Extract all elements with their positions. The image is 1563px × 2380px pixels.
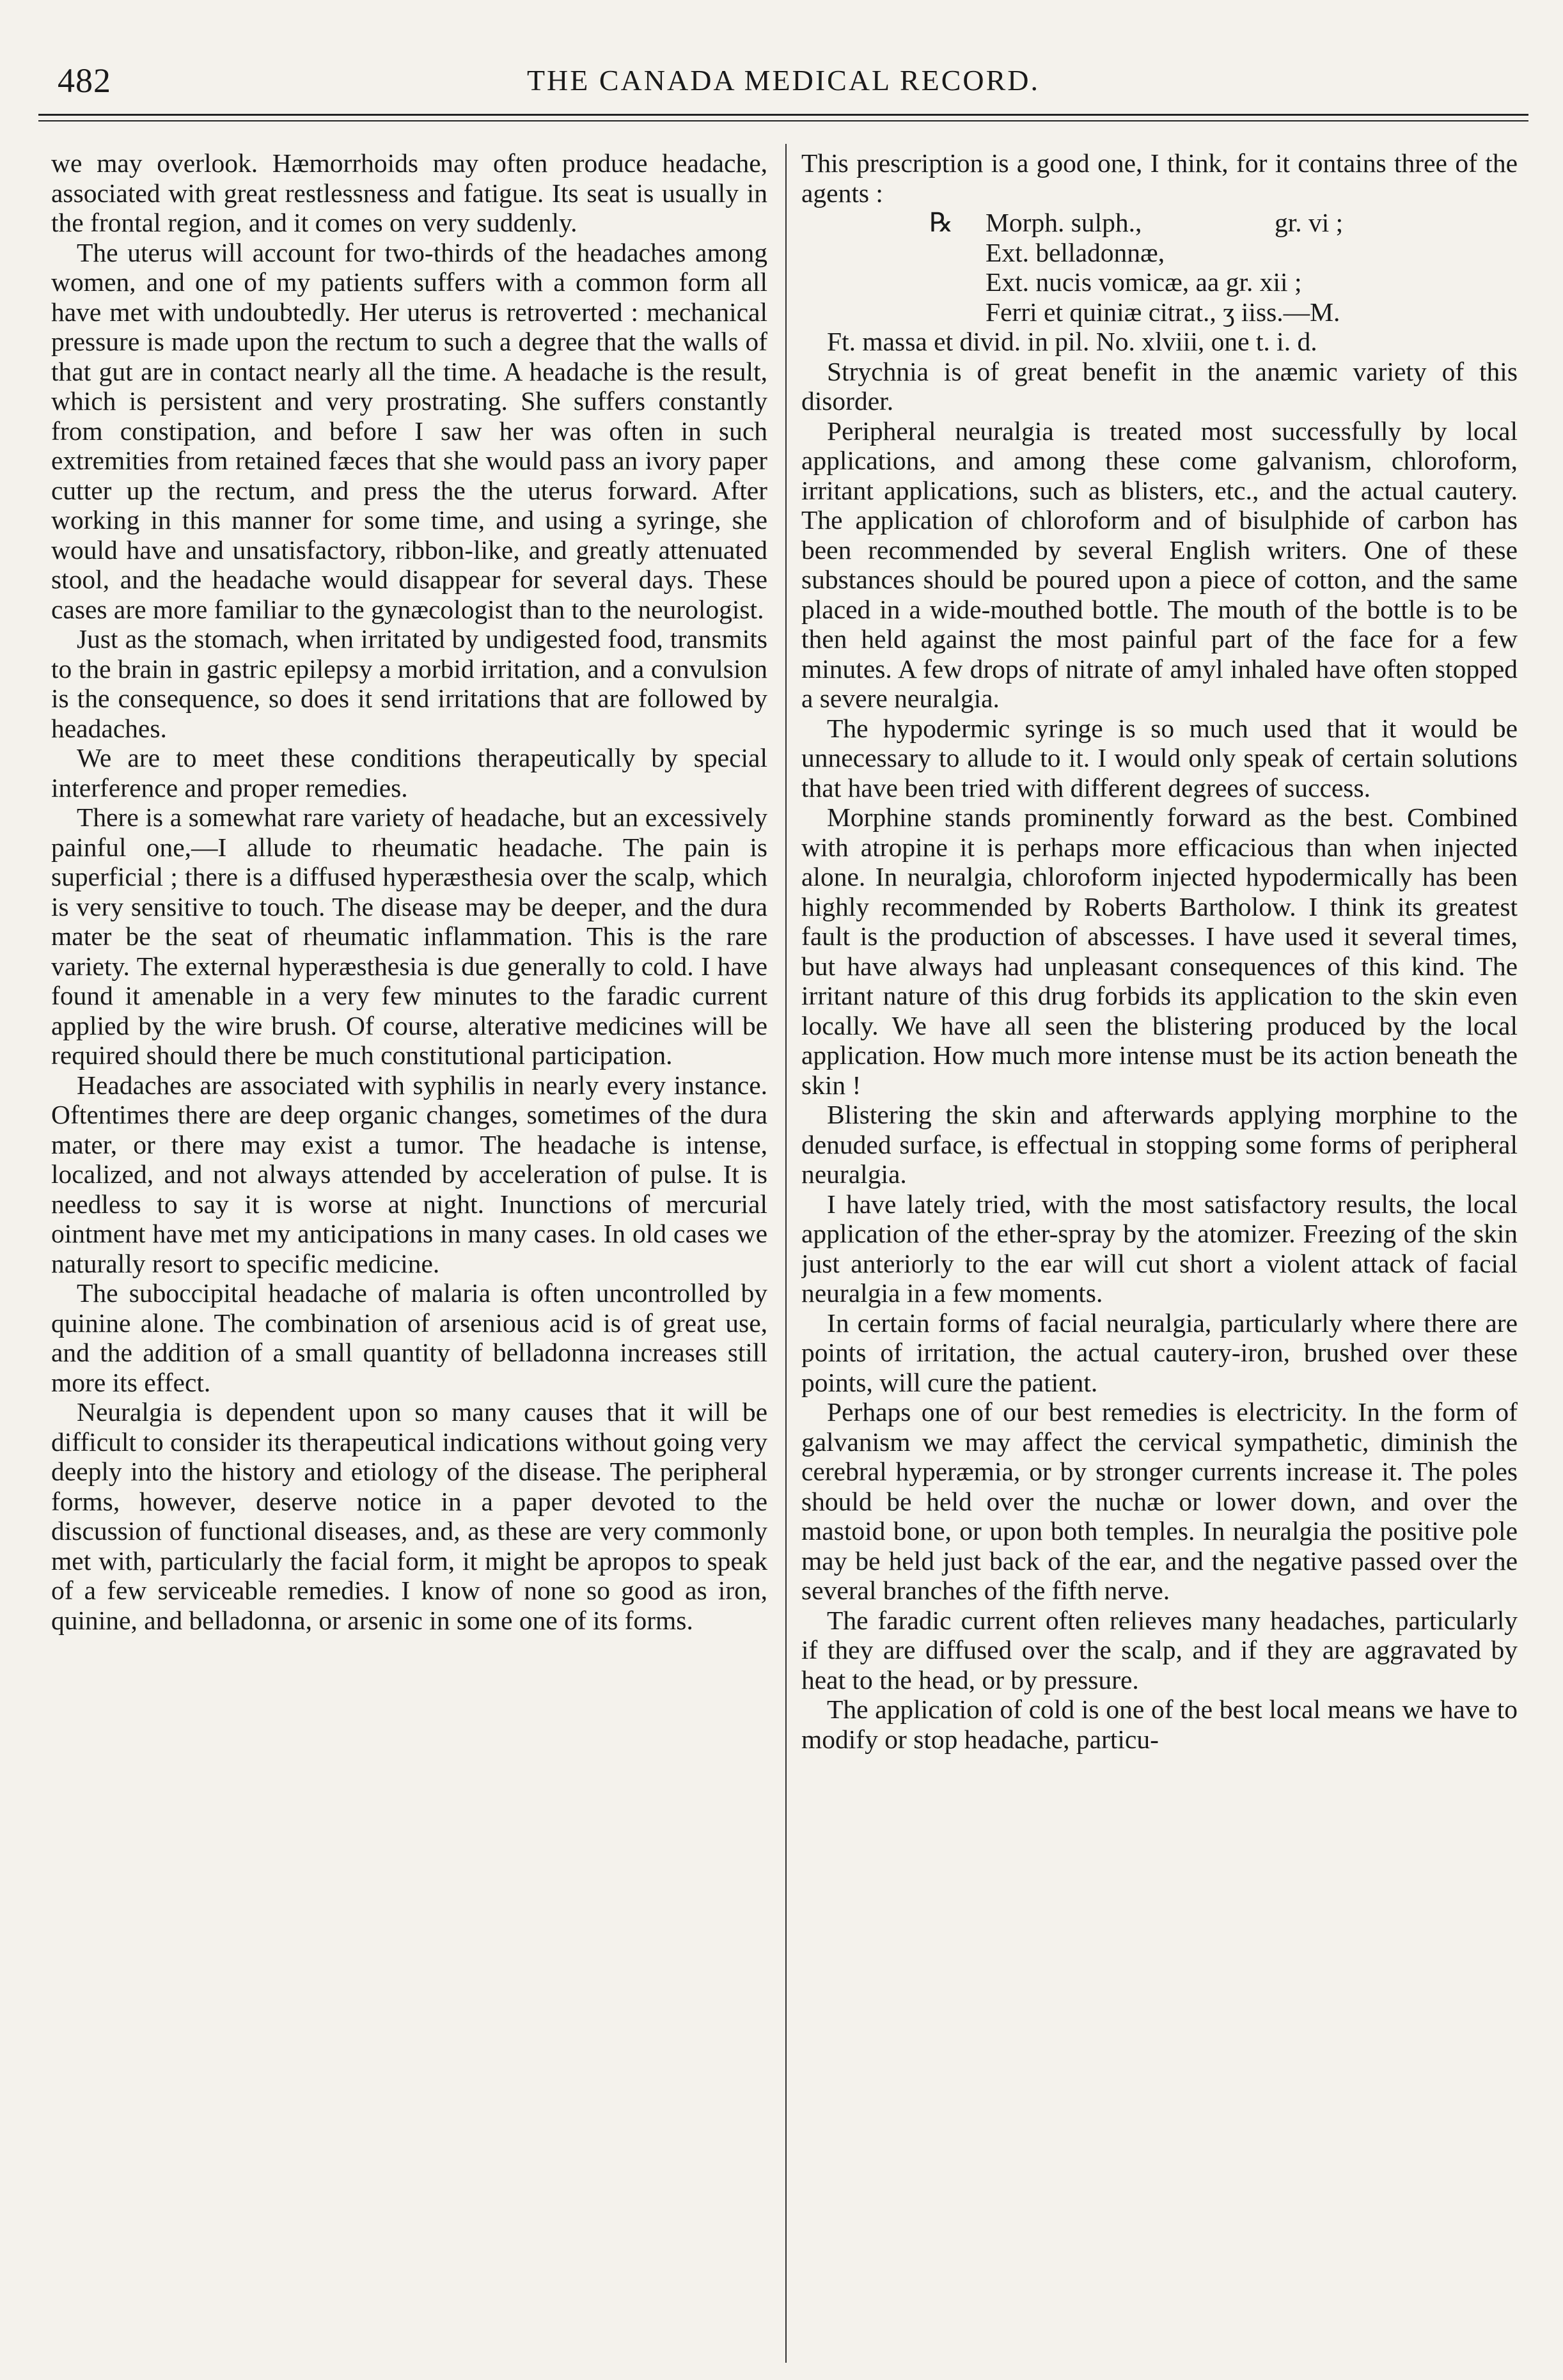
column-divider xyxy=(785,144,787,2363)
paragraph: In certain forms of facial neuralgia, particularly where there are points of irritation, the actual cautery-iron, brushed over these points, will cure the patient. xyxy=(801,1308,1518,1397)
prescription-intro: This prescription is a good one, I think, for it contains three of the agents : xyxy=(801,148,1518,208)
paragraph: The suboccipital headache of malaria is often uncontrolled by quinine alone. The combination of arsenious acid is of great use, and the addition of a small quantity of belladonna increases still more its effect. xyxy=(51,1278,767,1397)
prescription-drug: Ferri et quiniæ citrat., ʒ iiss.—M. xyxy=(986,297,1340,327)
prescription-line xyxy=(801,238,1518,268)
journal-title: THE CANADA MEDICAL RECORD. xyxy=(526,64,1041,97)
paragraph: Peripheral neuralgia is treated most successfully by local applications, and among these come galvanism, chloroform, irritant applications, such as blisters, etc., and the actual cautery. The application of chloroform and of bisulphide of carbon has been recommended by several English writers. One of these substances should be poured upon a piece of cotton, and the same placed in a wide-mouthed bottle. The mouth of the bottle is to be then held against the most painful part of the face for a few minutes. A few drops of nitrate of amyl inhaled have often stopped a severe neuralgia. xyxy=(801,416,1518,713)
paragraph: The faradic current often relieves many headaches, particularly if they are diffused over the scalp, and if they are aggravated by heat to the head, or by pressure. xyxy=(801,1605,1518,1695)
prescription-line xyxy=(801,297,1518,327)
paragraph: We are to meet these conditions therapeutically by special interference and proper remedies. xyxy=(51,743,767,802)
page-number: 482 xyxy=(58,61,111,100)
paragraph: The uterus will account for two-thirds of the headaches among women, and one of my patients suffers with a common form all have met with undoubtedly. Her uterus is retroverted : mechanical pressure is made upon the rectum to such a degree that the walls of that gut are in contact nearly all the time. A headache is the result, which is persistent and very prostrating. She suffers constantly from constipation, and before I saw her was often in such extremities from retained fæces that she would pass an ivory paper cutter up the rectum, and press the the uterus forward. After working in this manner for some time, and using a syringe, she would have and unsatisfactory, ribbon-like, and greatly attenuated stool, and the headache would disappear for several days. These cases are more familiar to the gynæcologist than to the neurologist. xyxy=(51,237,767,624)
paragraph: Ft. massa et divid. in pil. No. xlviii, one t. i. d. xyxy=(827,327,1317,356)
prescription-line xyxy=(801,208,1518,238)
left-column xyxy=(51,148,767,2361)
paragraph: we may overlook. Hæmorrhoids may often produce headache, associated with great restlessness and fatigue. Its seat is usually in the frontal region, and it comes on very suddenly. xyxy=(51,148,767,237)
paragraph: Strychnia is of great benefit in the anæmic variety of this disorder. xyxy=(801,356,1518,416)
paragraph: Morphine stands prominently forward as the best. Combined with atropine it is perhaps more efficacious than when injected alone. In neuralgia, chloroform injected hypodermically has been highly recommended by Roberts Bartholow. I think its greatest fault is the production of abscesses. I have used it several times, but have always had unpleasant consequences of this kind. The irritant nature of this drug forbids its application to the skin even locally. We have all seen the blistering produced by the local application. How much more intense must be its action beneath the skin ! xyxy=(801,802,1518,1100)
prescription-dose: gr. vi ; xyxy=(1275,208,1344,237)
paragraph: Just as the stomach, when irritated by undigested food, transmits to the brain in gastric epilepsy a morbid irritation, and a convulsion is the consequence, so does it send irritations that are followed by headaches. xyxy=(51,624,767,743)
paragraph: The application of cold is one of the best local means we have to modify or stop headache, particu- xyxy=(801,1695,1518,1754)
paragraph: Headaches are associated with syphilis in nearly every instance. Oftentimes there are deep organic changes, sometimes of the dura mater, or there may exist a tumor. The headache is intense, localized, and not always attended by acceleration of pulse. It is needless to say it is worse at night. Inunctions of mercurial ointment have met my anticipations in many cases. In old cases we naturally resort to specific medicine. xyxy=(51,1070,767,1278)
header-rule-top xyxy=(38,114,1528,116)
prescription-line xyxy=(801,267,1518,297)
paragraph: Perhaps one of our best remedies is electricity. In the form of galvanism we may affect the cervical sympathetic, diminish the cerebral hyperæmia, or by stronger currents increase it. The poles should be held over the nuchæ or lower down, and over the mastoid bone, or upon both temples. In neuralgia the positive pole may be held just back of the ear, and the negative passed over the several branches of the fifth nerve. xyxy=(801,1397,1518,1605)
page-header xyxy=(58,61,1509,106)
paragraph: Neuralgia is dependent upon so many causes that it will be difficult to consider its therapeutical indications without going very deeply into the history and etiology of the disease. The peripheral forms, however, deserve notice in a paper devoted to the discussion of functional diseases, and, as these are very commonly met with, particularly the facial form, it might be apropos to speak of a few serviceable remedies. I know of none so good as iron, quinine, and belladonna, or arsenic in some one of its forms. xyxy=(51,1397,767,1635)
prescription-drug: Ext. nucis vomicæ, aa gr. xii ; xyxy=(986,267,1302,297)
prescription-drug: Ext. belladonnæ, xyxy=(986,237,1165,267)
prescription-drug: Morph. sulph., xyxy=(986,208,1142,237)
paragraph: I have lately tried, with the most satisfactory results, the local application of the ether-spray by the atomizer. Freezing of the skin just anteriorly to the ear will cut short a violent attack of facial neuralgia in a few moments. xyxy=(801,1189,1518,1308)
recipe-symbol: ℞ xyxy=(929,208,954,237)
paragraph: Blistering the skin and afterwards applying morphine to the denuded surface, is effectual in stopping some forms of peripheral neuralgia. xyxy=(801,1100,1518,1189)
paragraph: There is a somewhat rare variety of headache, but an excessively painful one,—I allude to rheumatic headache. The pain is superficial ; there is a diffused hyperæsthesia over the scalp, which is very sensitive to touch. The disease may be deeper, and the dura mater be the seat of rheumatic inflammation. This is the rare variety. The external hyperæsthesia is due generally to cold. I have found it amenable in a very few minutes to the faradic current applied by the wire brush. Of course, alterative medicines will be required should there be much constitutional participation. xyxy=(51,802,767,1070)
paragraph: The hypodermic syringe is so much used that it would be unnecessary to allude to it. I would only speak of certain solutions that have been tried with different degrees of success. xyxy=(801,713,1518,802)
header-rule-bottom xyxy=(38,120,1528,121)
right-column xyxy=(801,148,1518,2361)
